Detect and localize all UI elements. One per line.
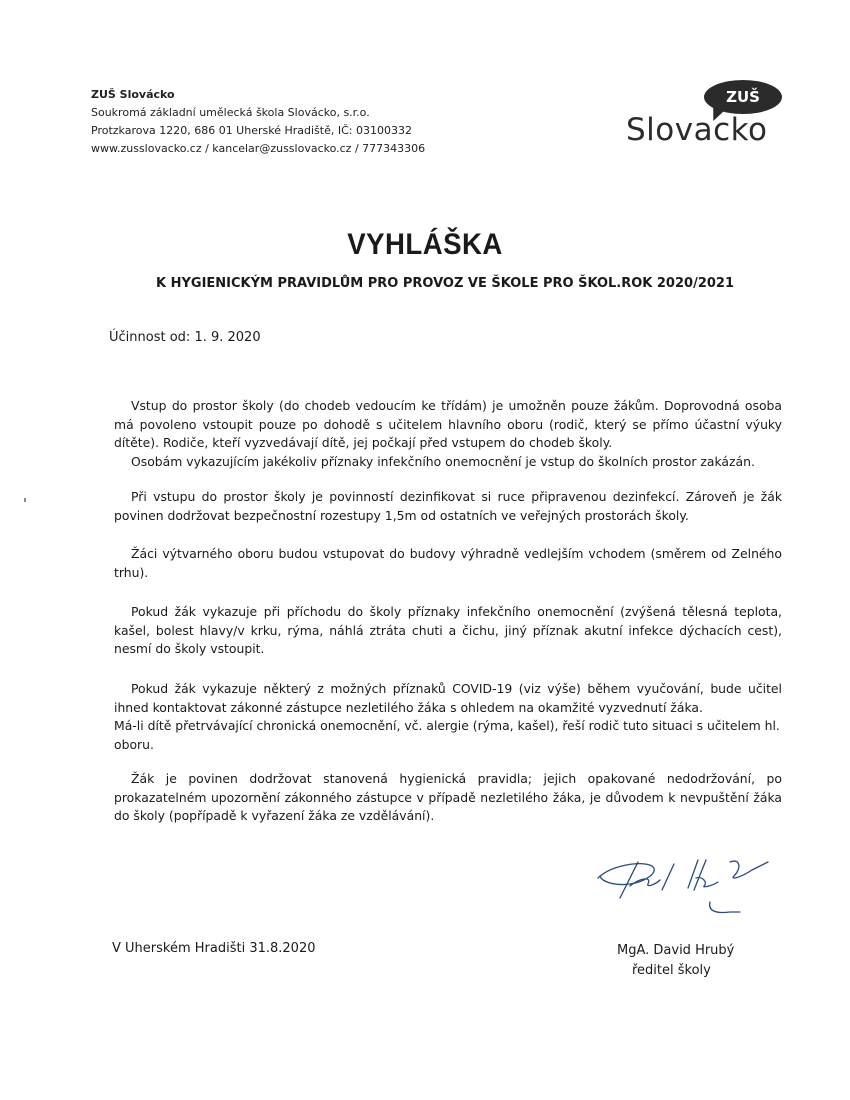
signature-icon	[590, 848, 780, 923]
paragraph-line: Žák je povinen dodržovat stanovená hygienická pravidla; jejich opakované nedodržování, po prokazatelném upozornění zákonného zástupce v případě nezletilého žáka, je důvodem k nevpuštění žáka do školy (popřípadě k vyřazení žáka ze vzdělávání).	[114, 771, 782, 823]
paragraph-line: Má-li dítě přetrvávající chronická onemocnění, vč. alergie (rýma, kašel), řeší rodič tuto situaci s učitelem hl. oboru.	[114, 718, 780, 752]
paragraph-entry-rules	[114, 397, 782, 471]
paragraph-symptoms-arrival	[114, 603, 782, 659]
document-title: VYHLÁŠKA	[347, 228, 503, 261]
paragraph-symptoms-during-class	[114, 680, 782, 754]
paragraph-disinfection	[114, 488, 782, 525]
speech-bubble-icon: ZUŠ	[704, 80, 782, 114]
contact-info: www.zusslovacko.cz / kancelar@zusslovacko.cz / 777343306	[91, 142, 426, 155]
paragraph-line: Při vstupu do prostor školy je povinností dezinfikovat si ruce připravenou dezinfekcí. Zároveň je žák povinen dodržovat bezpečnostní rozestupy 1,5m od ostatních ve veřejných prostorách školy.	[114, 489, 782, 523]
school-logo	[626, 74, 786, 154]
signer-role: ředitel školy	[632, 963, 711, 978]
paragraph-line: Žáci výtvarného oboru budou vstupovat do budovy výhradně vedlejším vchodem (směrem od Zelného trhu).	[114, 546, 782, 580]
letterhead	[91, 86, 425, 158]
paragraph-compliance	[114, 770, 782, 826]
effective-label: Účinnost od:	[109, 330, 191, 345]
effective-date-line	[109, 330, 261, 345]
legal-name: Soukromá základní umělecká škola Slovácko, s.r.o.	[91, 106, 370, 119]
address: Protzkarova 1220, 686 01 Uherské Hradiště, IČ: 03100332	[91, 124, 412, 137]
signer-name: MgA. David Hrubý	[617, 943, 735, 958]
logo-wordmark: Slovacko	[626, 112, 768, 148]
paragraph-line: Vstup do prostor školy (do chodeb vedoucím ke třídám) je umožněn pouze žákům. Doprovodná osoba má povoleno vstoupit pouze po dohodě s učitelem hlavního oboru (rodič, který se přímo účastní výuky dítěte). Rodiče, kteří vyzvedávají dítě, jej počkají před vstupem do chodeb školy.	[114, 398, 782, 450]
paragraph-line: Pokud žák vykazuje některý z možných příznaků COVID-19 (viz výše) během vyučování, bude učitel ihned kontaktovat zákonné zástupce nezletilého žáka s ohledem na okamžité vyzvednutí žáka.	[114, 681, 782, 715]
effective-date: 1. 9. 2020	[194, 330, 261, 345]
paragraph-line: Pokud žák vykazuje při příchodu do školy příznaky infekčního onemocnění (zvýšená tělesná teplota, kašel, bolest hlavy/v krku, rýma, náhlá ztráta chuti a čichu, jiný příznak akutní infekce dýchacích cest), nesmí do školy vstoupit.	[114, 604, 782, 656]
org-name: ZUŠ Slovácko	[91, 88, 175, 101]
scan-artifact	[24, 498, 26, 502]
document-subtitle: K HYGIENICKÝM PRAVIDLŮM PRO PROVOZ VE ŠKOLE PRO ŠKOL.ROK 2020/2021	[156, 276, 734, 291]
paragraph-line: Osobám vykazujícím jakékoliv příznaky infekčního onemocnění je vstup do školních prostor zakázán.	[131, 453, 755, 469]
paragraph-art-entrance	[114, 545, 782, 582]
signer-block	[617, 941, 734, 981]
place-and-date: V Uherském Hradišti 31.8.2020	[112, 941, 316, 956]
